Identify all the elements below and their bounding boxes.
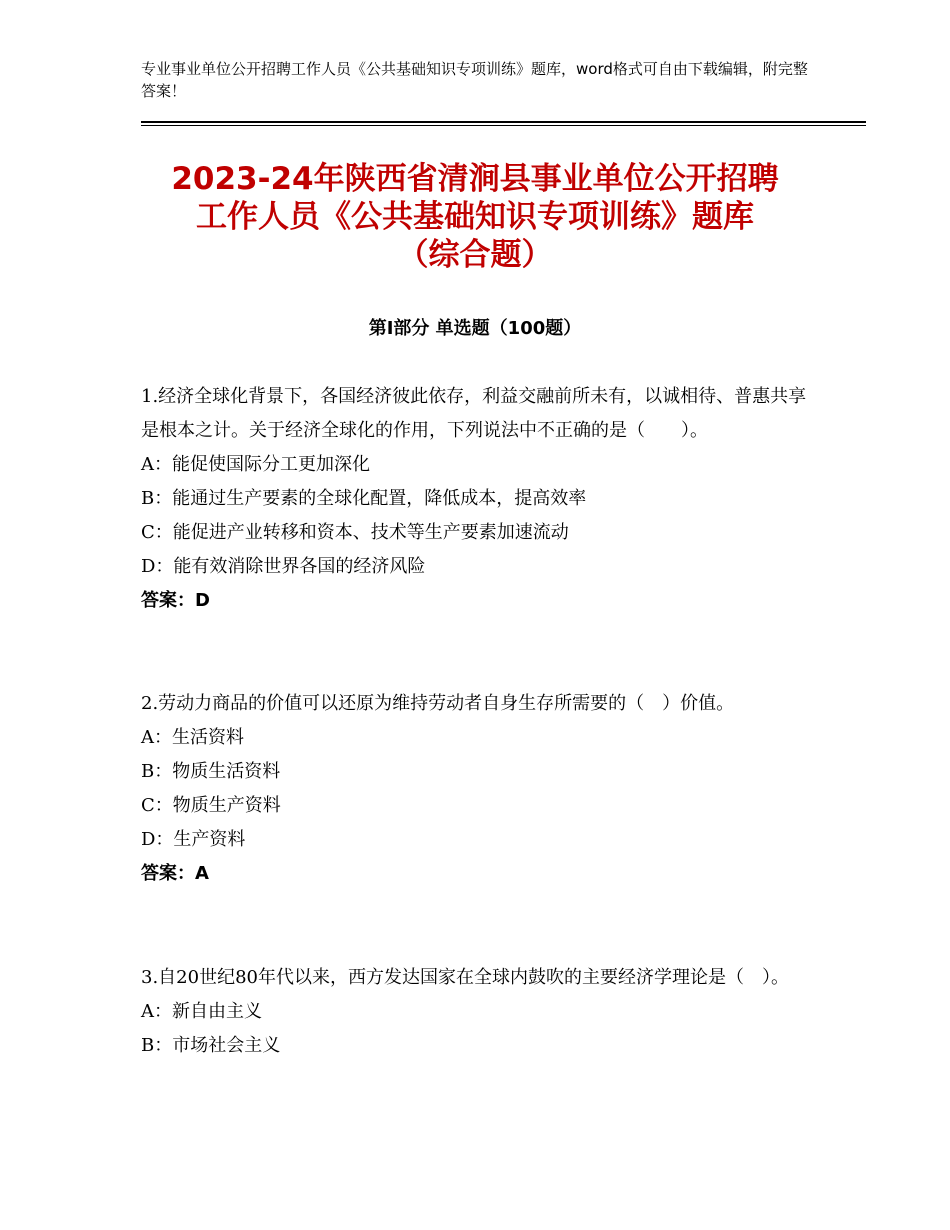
document-title [110, 160, 840, 274]
question-3 [141, 961, 821, 1063]
question-stem: 2.劳动力商品的价值可以还原为维持劳动者自身生存所需要的（ ）价值。 [141, 693, 735, 714]
question-stem: 1.经济全球化背景下，各国经济彼此依存，利益交融前所未有，以诚相待、普惠共享是根本之计。关于经济全球化的作用，下列说法中不正确的是（ ）。 [141, 386, 807, 441]
option-d: D：生产资料 [141, 829, 246, 850]
title-line: 2023-24年陕西省清涧县事业单位公开招聘 [171, 161, 779, 197]
question-stem: 3.自20世纪80年代以来，西方发达国家在全球内鼓吹的主要经济学理论是（ ）。 [141, 967, 789, 988]
section-title: 第Ⅰ部分 单选题（100题） [368, 318, 582, 339]
option-d: D：能有效消除世界各国的经济风险 [141, 556, 426, 577]
header-note: 专业事业单位公开招聘工作人员《公共基础知识专项训练》题库，word格式可自由下载编辑，附完整答案！ [141, 60, 808, 100]
answer: 答案：A [141, 863, 209, 884]
header-divider-thin [141, 125, 866, 126]
option-a: A：生活资料 [141, 727, 244, 748]
option-b: B：市场社会主义 [141, 1035, 281, 1056]
option-c: C：能促进产业转移和资本、技术等生产要素加速流动 [141, 522, 569, 543]
option-a: A：能促使国际分工更加深化 [141, 454, 370, 475]
title-line: （综合题） [397, 237, 553, 273]
title-line: 工作人员《公共基础知识专项训练》题库 [196, 199, 754, 235]
option-a: A：新自由主义 [141, 1001, 262, 1022]
question-1 [141, 380, 821, 618]
question-2 [141, 687, 821, 891]
option-b: B：物质生活资料 [141, 761, 281, 782]
option-c: C：物质生产资料 [141, 795, 281, 816]
answer: 答案：D [141, 590, 210, 611]
option-b: B：能通过生产要素的全球化配置，降低成本，提高效率 [141, 488, 587, 509]
header-divider-thick [141, 121, 866, 123]
